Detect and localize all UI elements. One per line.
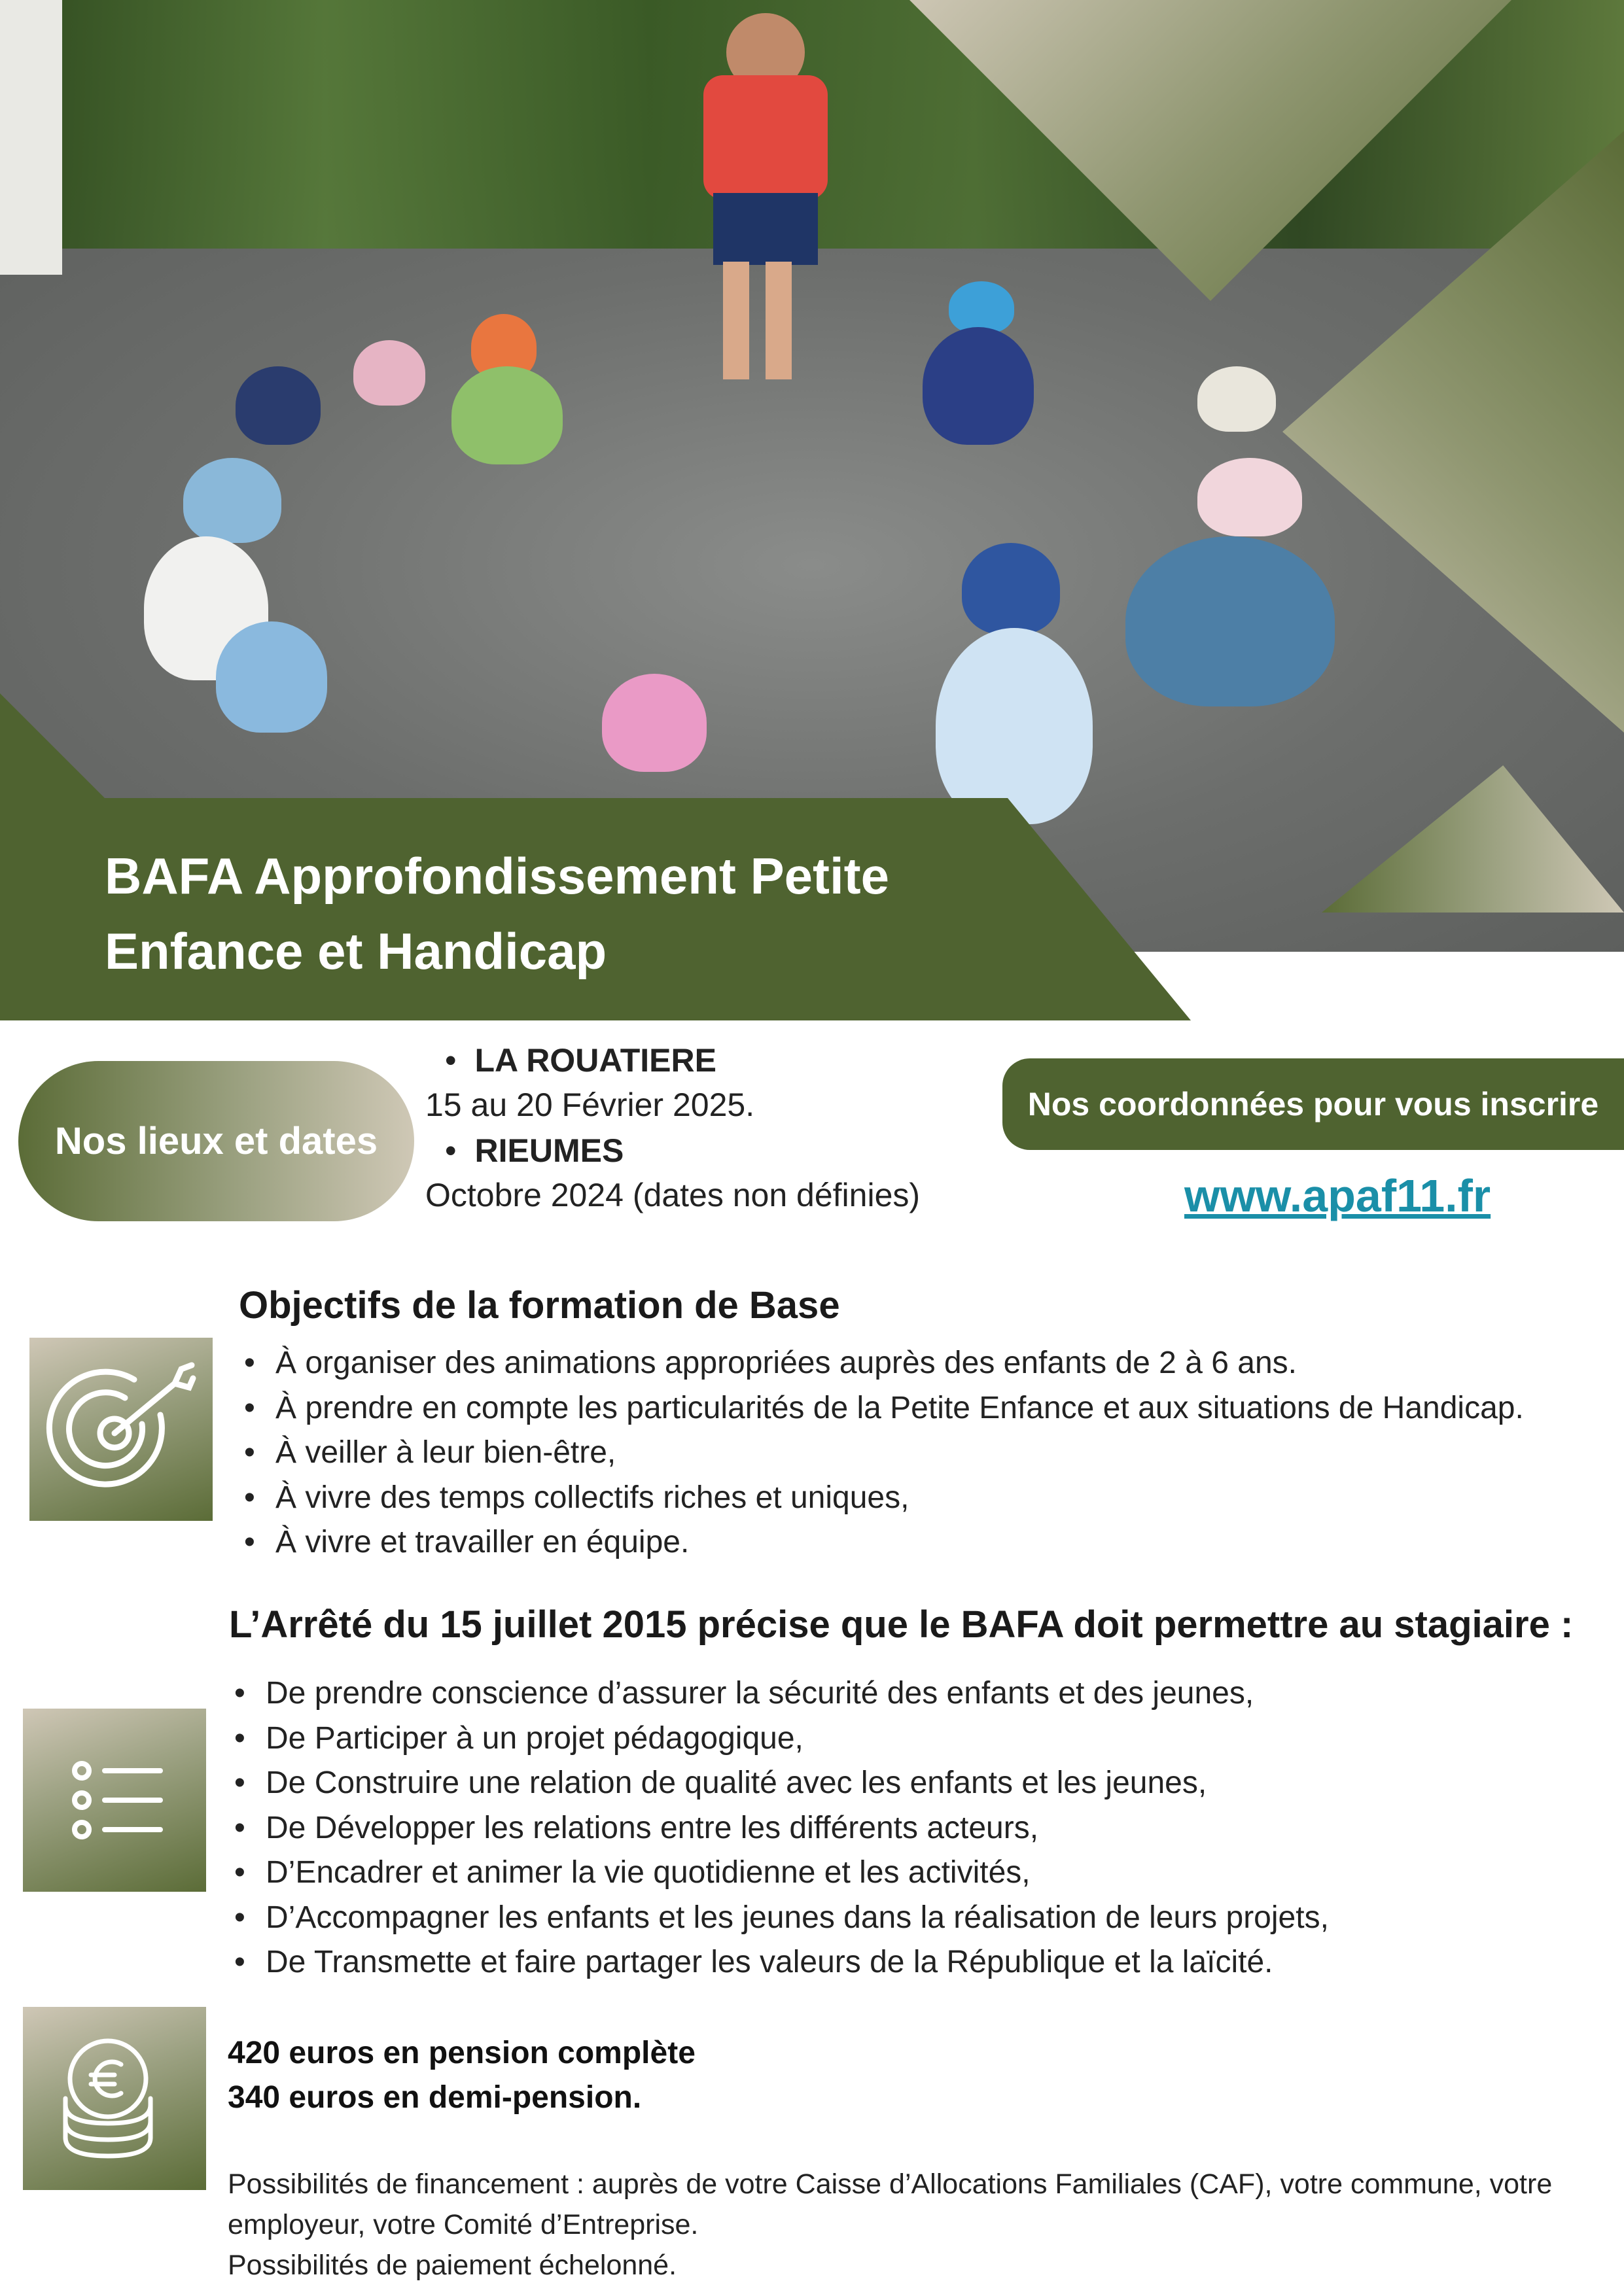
page-title — [105, 839, 1086, 989]
euro-coins-icon — [23, 2007, 206, 2190]
target-icon — [29, 1338, 213, 1521]
photo-child — [1197, 458, 1302, 536]
location-dates: 15 au 20 Février 2025. — [425, 1087, 755, 1123]
location-dates: Octobre 2024 (dates non définies) — [425, 1177, 921, 1213]
lieux-pill — [18, 1061, 414, 1221]
list-item: • D’Accompagner les enfants et les jeunes dans la réalisation de leurs projets, — [229, 1896, 1329, 1941]
list-item: • De Construire une relation de qualité avec les enfants et les jeunes, — [229, 1761, 1329, 1806]
photo-child — [353, 340, 425, 406]
photo-child — [923, 327, 1034, 445]
arrete-heading: L’Arrêté du 15 juillet 2015 précise que le BAFA doit permettre au stagiaire : — [229, 1603, 1574, 1646]
location-item — [445, 1041, 716, 1079]
list-item: • À veiller à leur bien-être, — [239, 1431, 1524, 1476]
paiement-text: Possibilités de paiement échelonné. — [228, 2250, 677, 2281]
photo-child — [962, 543, 1060, 635]
location-name: RIEUMES — [474, 1132, 624, 1169]
list-item: • À organiser des animations appropriées auprès des enfants de 2 à 6 ans. — [239, 1341, 1524, 1386]
list-item: • À vivre des temps collectifs riches et uniques, — [239, 1476, 1524, 1521]
location-name: LA ROUATIERE — [474, 1042, 716, 1079]
arrete-icon-box — [23, 1709, 206, 1892]
objectifs-heading: Objectifs de la formation de Base — [239, 1284, 840, 1327]
photo-child — [216, 621, 327, 733]
photo-child — [602, 674, 707, 772]
list-item: • De prendre conscience d’assurer la sécurité des enfants et des jeunes, — [229, 1671, 1329, 1716]
bullet: • — [445, 1132, 457, 1169]
arrete-list — [229, 1671, 1329, 1985]
photo-child — [1125, 536, 1335, 706]
lieux-pill-label: Nos lieux et dates — [54, 1120, 378, 1162]
objectifs-list — [239, 1341, 1524, 1565]
photo-child — [936, 628, 1093, 824]
photo-child — [236, 366, 321, 445]
photo-child — [183, 458, 281, 543]
list-item: • À vivre et travailler en équipe. — [239, 1520, 1524, 1565]
photo-adult-leg — [766, 262, 792, 379]
photo-child — [949, 281, 1014, 334]
title-line: BAFA Approfondissement Petite — [105, 847, 889, 905]
list-item: • À prendre en compte les particularités de la Petite Enfance et aux situations de Handicap. — [239, 1386, 1524, 1431]
financement-text: Possibilités de financement : auprès de votre Caisse d’Allocations Familiales (CAF), votre commune, votre employeur, votre Comité d’Entreprise. — [228, 2168, 1553, 2240]
photo-building — [0, 0, 62, 275]
title-line: Enfance et Handicap — [105, 922, 607, 980]
website-link[interactable]: www.apaf11.fr — [1184, 1170, 1491, 1221]
contact-banner — [1002, 1058, 1624, 1150]
list-item: • De Développer les relations entre les différents acteurs, — [229, 1806, 1329, 1851]
photo-adult-shirt — [703, 75, 828, 200]
photo-child — [451, 366, 563, 464]
contact-label: Nos coordonnées pour vous inscrire — [1027, 1086, 1599, 1122]
objectifs-icon-box — [29, 1338, 213, 1521]
bullet: • — [445, 1042, 457, 1079]
price-demi-pension: 340 euros en demi-pension. — [228, 2080, 642, 2115]
list-icon — [23, 1709, 206, 1892]
location-item — [445, 1132, 624, 1170]
tarifs-icon-box — [23, 2007, 206, 2190]
list-item: • D’Encadrer et animer la vie quotidienne et les activités, — [229, 1851, 1329, 1896]
photo-adult-leg — [723, 262, 749, 379]
list-item: • De Transmette et faire partager les valeurs de la République et la laïcité. — [229, 1940, 1329, 1985]
price-pension-complete: 420 euros en pension complète — [228, 2036, 696, 2070]
list-item: • De Participer à un projet pédagogique, — [229, 1716, 1329, 1762]
photo-child — [1197, 366, 1276, 432]
photo-adult-shorts — [713, 193, 818, 265]
